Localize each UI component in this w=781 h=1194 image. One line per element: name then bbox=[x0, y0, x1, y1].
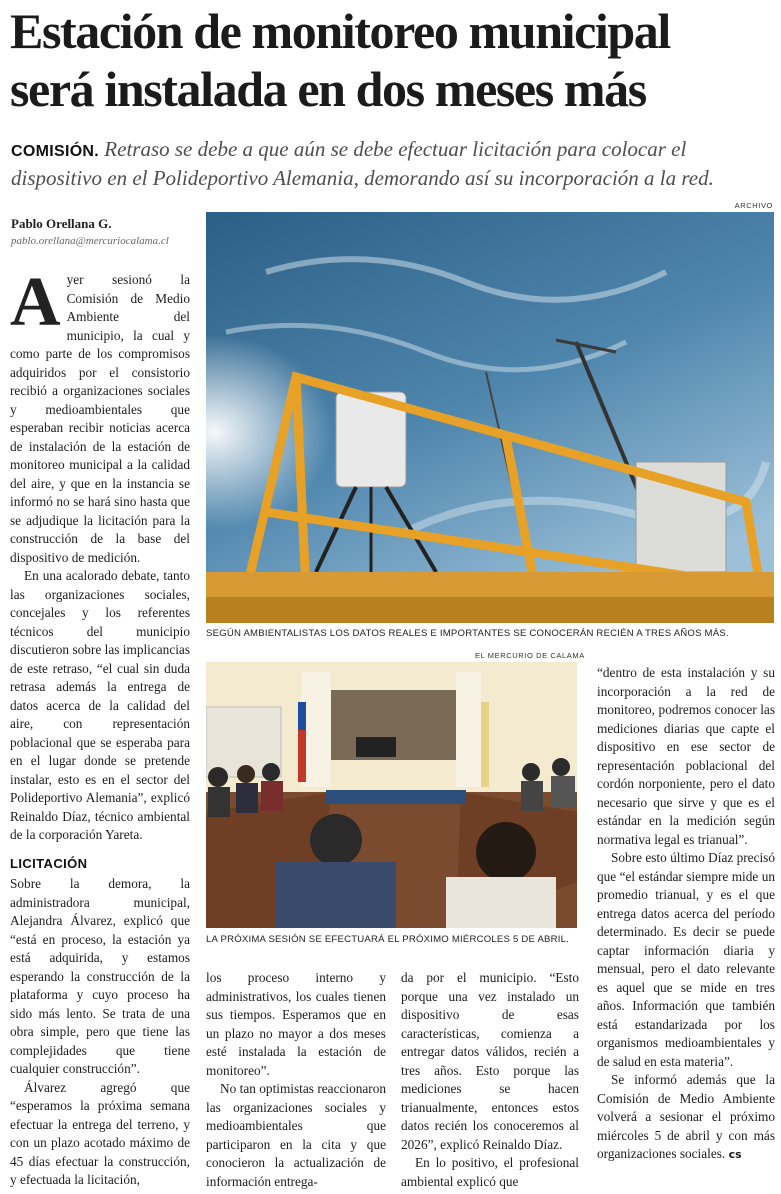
deck-text: Retraso se debe a que aún se debe efectuar licitación para colocar el dispositivo en el Polideportivo Alemania, demorando así su incorporación a la red. bbox=[11, 137, 714, 190]
author-name: Pablo Orellana G. bbox=[11, 216, 112, 231]
paragraph: No tan optimistas reaccionaron las organizaciones sociales y medioambientales que participaron en la cita y que conocieron la actualización de información entrega- bbox=[206, 1081, 386, 1189]
paragraph: los proceso interno y administrativos, los cuales tienen sus tiempos. Esperamos que en un plazo no mayor a dos meses esté instalada la estación de monitoreo”. bbox=[206, 970, 386, 1078]
column-2 bbox=[206, 969, 386, 1191]
paragraph: Álvarez agregó que “esperamos la próxima semana efectuar la entrega del terreno, y con un plazo acotado máximo de 45 días efectuar la construcción, y efectuada la licitación, bbox=[10, 1079, 190, 1187]
paragraph-intro-text: yer sesionó la Comisión de Medio Ambiente del municipio, la cual y como parte de los compromisos adquiridos por el consistorio recibió a organizaciones sociales y medioambientales que esperaban recibir noticias acerca de instalación de la estación de monitoreo municipal a la calidad del aire, y que en la instancia se informó no se hará sino hasta que se adjudique la licitación para la construcción de la base del dispositivo de medición. bbox=[10, 272, 190, 565]
headline bbox=[10, 2, 775, 118]
paragraph: da por el municipio. “Esto porque una vez instalado un dispositivo de esas características, comienza a entregar datos válidos, recién a tres años. Esto porque las mediciones se hacen trianualmente, entonces estos datos recién los conoceremos al 2026”, explicó Reinaldo Díaz. bbox=[401, 970, 579, 1152]
photo2-caption: LA PRÓXIMA SESIÓN SE EFECTUARÁ EL PRÓXIMO MIÉRCOLES 5 DE ABRIL. bbox=[206, 934, 570, 945]
photo-monitoring-station bbox=[206, 212, 774, 623]
paragraph-text: Se informó además que la Comisión de Medio Ambiente volverá a sesionar el próximo miércoles 5 de abril y con más organizaciones sociales. bbox=[597, 1072, 775, 1161]
headline-line-2: será instalada en dos meses más bbox=[10, 61, 646, 117]
photo2-credit: EL MERCURIO DE CALAMA bbox=[475, 651, 585, 660]
byline bbox=[11, 216, 201, 247]
column-4 bbox=[597, 664, 775, 1165]
photo-commission-meeting bbox=[206, 662, 577, 928]
headline-line-1: Estación de monitoreo municipal bbox=[10, 3, 670, 59]
author-email[interactable]: pablo.orellana@mercuriocalama.cl bbox=[11, 235, 169, 247]
paragraph: En una acalorado debate, tanto las organizaciones sociales, concejales y los referentes técnicos del municipio discutieron sobre las implicancias de este retraso, “el cual sin duda retrasa además la entrega de datos acerca de la calidad del aire, con representación poblacional que se esperaba para en el lugar donde se pretende instalar, esto es en el sector del Polideportivo Alemania”, explicó Reinaldo Díaz, técnico ambiental de la corporación Yareta. bbox=[10, 568, 190, 842]
column-3 bbox=[401, 969, 579, 1191]
paragraph: “dentro de esta instalación y su incorporación a la red de monitoreo, podremos conocer las mediciones diarias que capte el dispositivo en ese sector de representación poblacional del cordón norponiente, pero el dato necesario que sirve y que es el estándar en la medición según normativa legal es trianual”. bbox=[597, 665, 775, 847]
paragraph: Sobre la demora, la administradora municipal, Alejandra Álvarez, explicó que “está en proceso, la estación ya está adquirida, y estamos esperando la construcción de la plataforma y cuyo proceso ha sido más lento. Se trata de una obra simple, pero que tiene las complejidades que tiene cualquier construcción”. bbox=[10, 876, 190, 1076]
paragraph bbox=[597, 1071, 775, 1165]
column-1 bbox=[10, 264, 190, 1190]
photo1-credit: ARCHIVO bbox=[734, 201, 773, 210]
section-subhead: LICITACIÓN bbox=[10, 855, 88, 871]
paragraph: Sobre esto último Díaz precisó que “el estándar siempre mide un promedio trianual, y es el que entrega datos acerca del período determinado. Es decir se puede captar información diaria y mensual, pero el dato relevante es aquel que se mide en tres años. Información que también está estandarizada por los organismos medioambientales y de salud en esta materia”. bbox=[597, 850, 775, 1069]
deck bbox=[11, 136, 776, 192]
paragraph-intro bbox=[10, 264, 190, 567]
deck-kicker: COMISIÓN. bbox=[11, 143, 100, 160]
end-mark-icon: cs bbox=[728, 1148, 742, 1161]
photo1-caption: SEGÚN AMBIENTALISTAS LOS DATOS REALES E IMPORTANTES SE CONOCERÁN RECIÉN A TRES AÑOS MÁS. bbox=[206, 628, 729, 639]
dropcap: A bbox=[10, 264, 61, 341]
paragraph: En lo positivo, el profesional ambiental explicó que bbox=[401, 1155, 579, 1189]
